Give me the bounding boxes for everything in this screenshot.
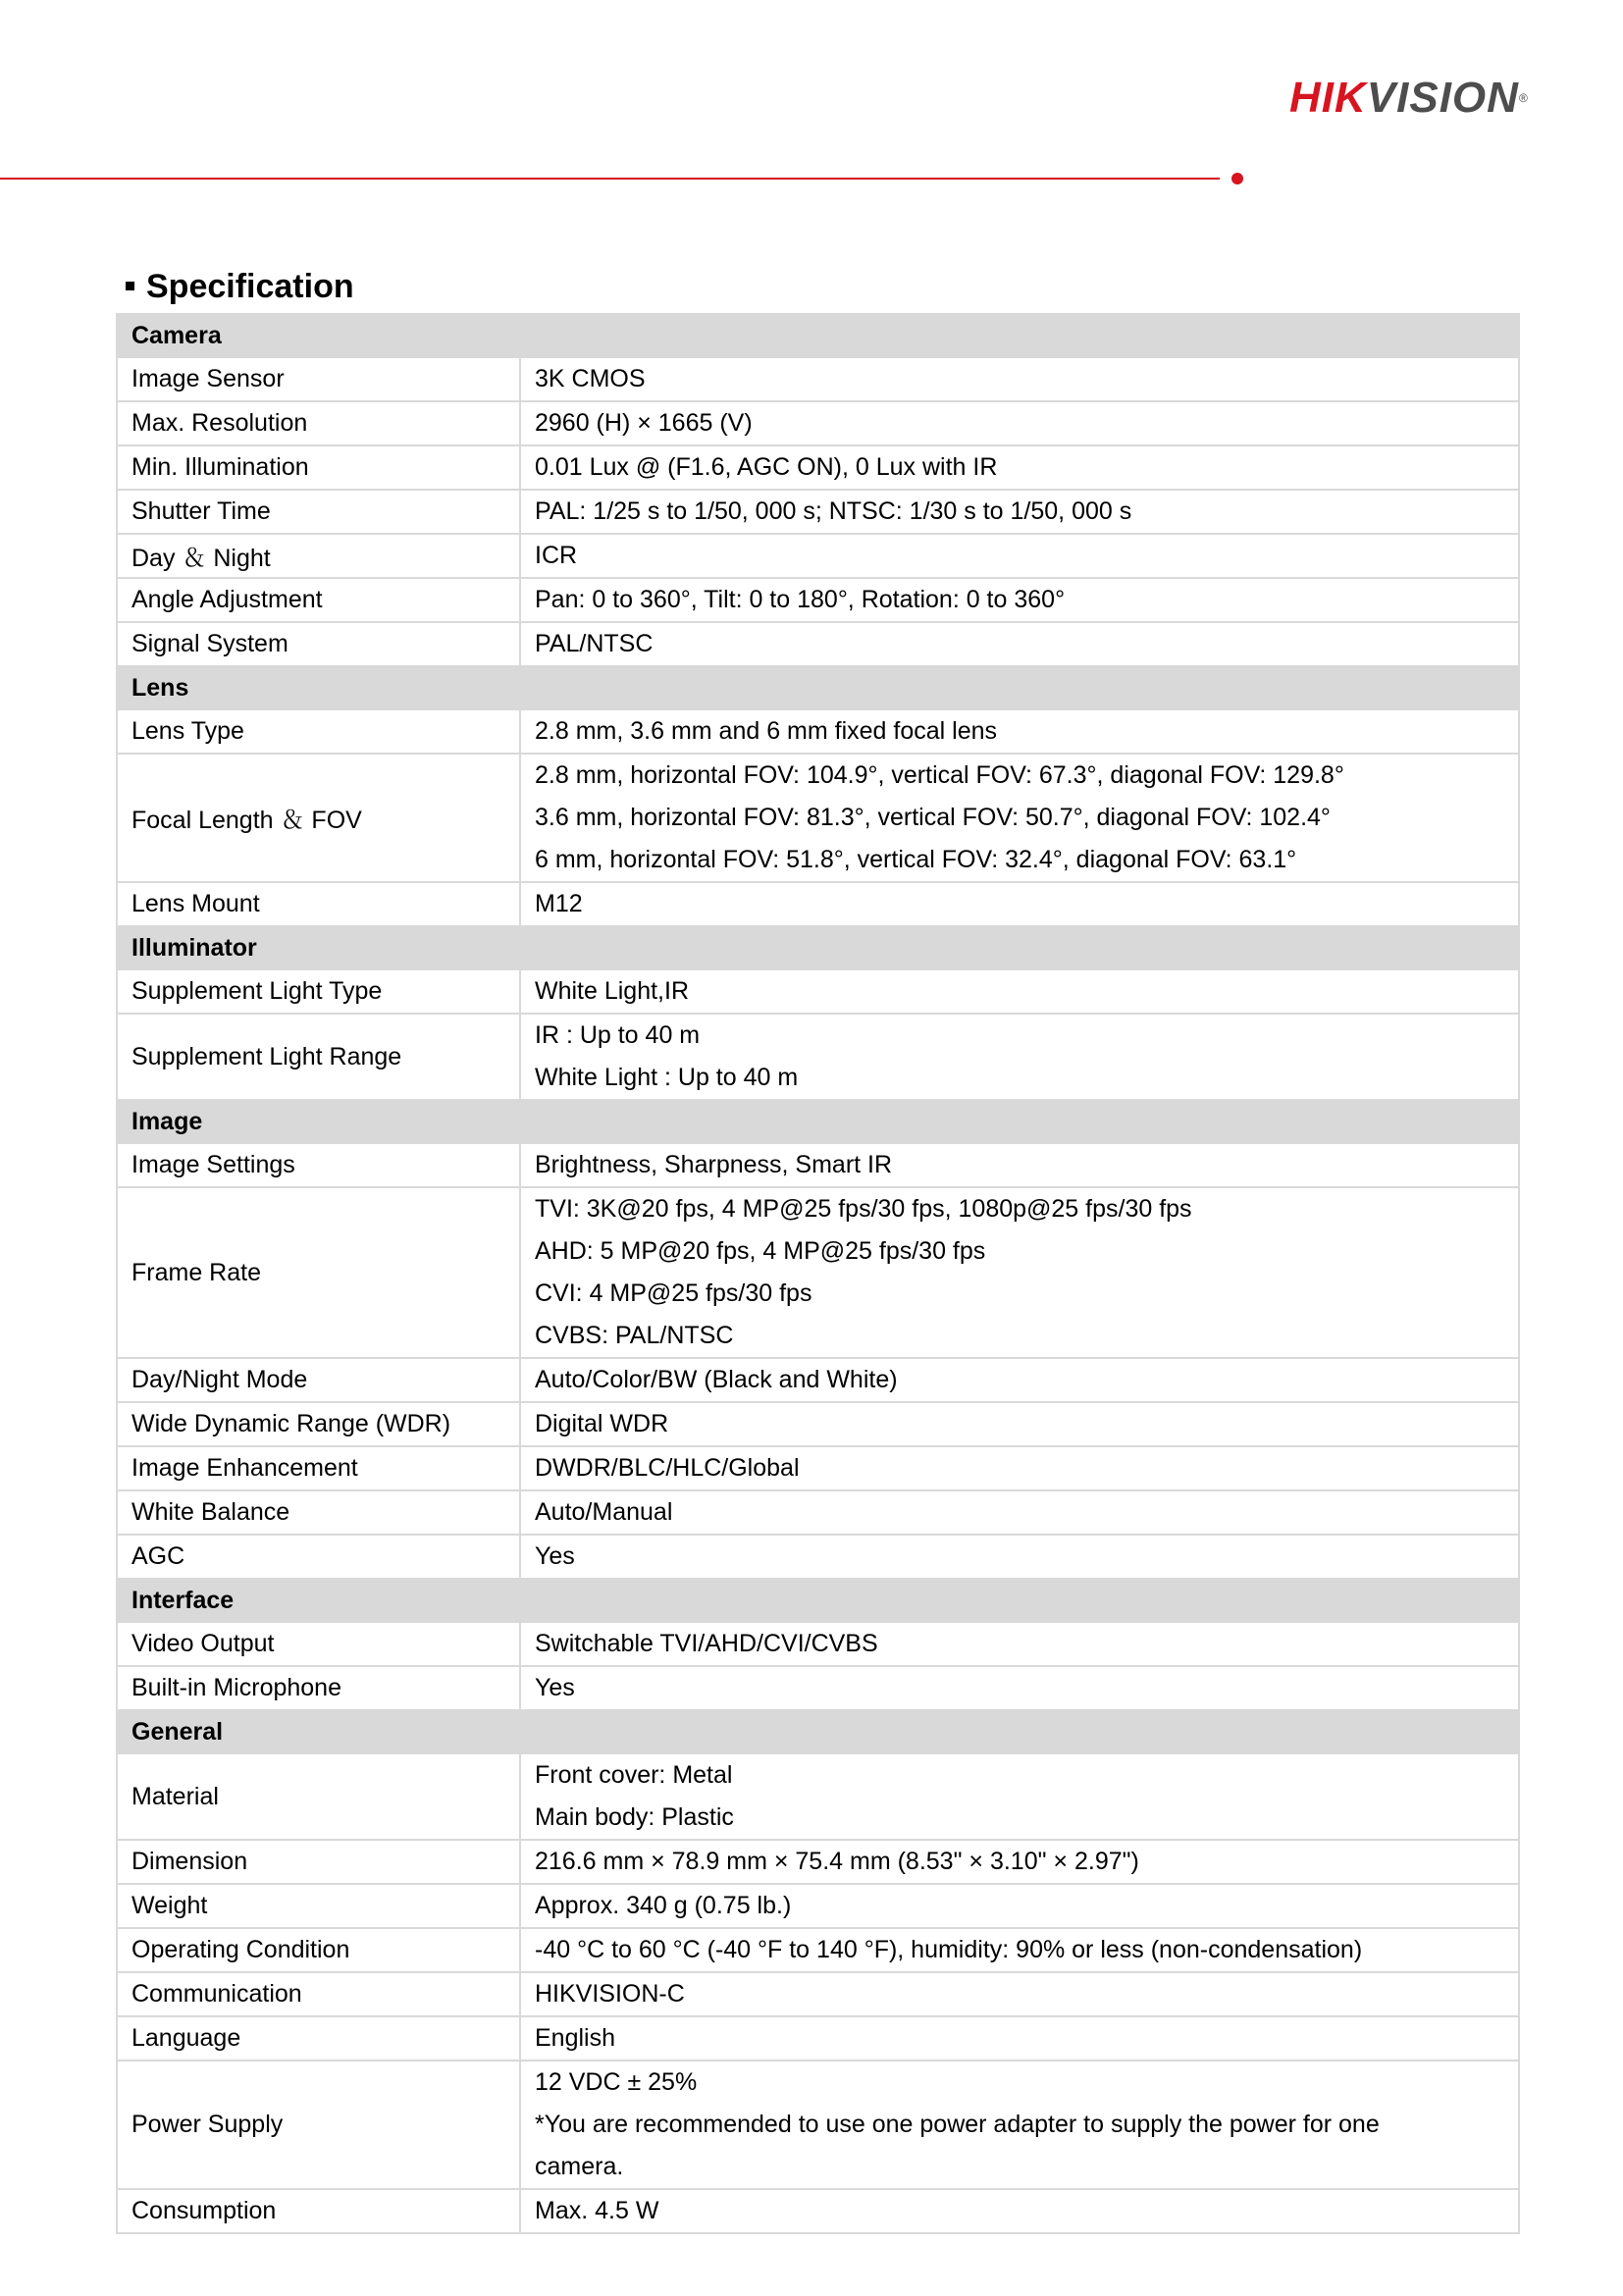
spec-key: Language xyxy=(117,2016,520,2061)
section-title: Lens xyxy=(117,666,1519,709)
spec-value-line: 0.01 Lux @ (F1.6, AGC ON), 0 Lux with IR xyxy=(535,453,998,481)
spec-value-line: Front cover: Metal xyxy=(535,1761,733,1789)
spec-key: Frame Rate xyxy=(117,1187,520,1358)
spec-value-line: 2960 (H) × 1665 (V) xyxy=(535,409,753,437)
spec-key: Image Settings xyxy=(117,1143,520,1187)
spec-value-line: M12 xyxy=(535,890,583,917)
spec-row xyxy=(117,622,1519,666)
section-title: Image xyxy=(117,1100,1519,1143)
spec-value xyxy=(520,1143,1519,1187)
spec-row xyxy=(117,1840,1519,1884)
spec-row xyxy=(117,357,1519,401)
spec-row xyxy=(117,1402,1519,1446)
spec-row xyxy=(117,754,1519,882)
spec-value xyxy=(520,490,1519,534)
spec-row xyxy=(117,709,1519,754)
spec-value xyxy=(520,1972,1519,2016)
spec-value-line: Switchable TVI/AHD/CVI/CVBS xyxy=(535,1630,878,1657)
spec-row xyxy=(117,1143,1519,1187)
page-heading xyxy=(126,267,354,306)
spec-row xyxy=(117,1753,1519,1840)
heading-text: Specification xyxy=(146,268,354,305)
spec-key: Signal System xyxy=(117,622,520,666)
spec-value-line: *You are recommended to use one power adapter to supply the power for one xyxy=(535,2111,1380,2138)
spec-value-line: Digital WDR xyxy=(535,1410,669,1437)
spec-key: Shutter Time xyxy=(117,490,520,534)
spec-value-line: CVBS: PAL/NTSC xyxy=(535,1322,734,1349)
spec-key: Operating Condition xyxy=(117,1928,520,1972)
spec-value-line: Approx. 340 g (0.75 lb.) xyxy=(535,1892,792,1919)
spec-key: Video Output xyxy=(117,1622,520,1666)
spec-row xyxy=(117,1666,1519,1710)
spec-key: Day ＆ Night xyxy=(117,534,520,578)
section-header xyxy=(117,1100,1519,1143)
spec-row xyxy=(117,401,1519,445)
spec-value xyxy=(520,534,1519,578)
spec-value xyxy=(520,578,1519,622)
spec-row xyxy=(117,882,1519,926)
spec-key: Image Enhancement xyxy=(117,1446,520,1490)
spec-value-line: 6 mm, horizontal FOV: 51.8°, vertical FOV: 32.4°, diagonal FOV: 63.1° xyxy=(535,846,1297,873)
spec-value xyxy=(520,882,1519,926)
spec-value xyxy=(520,1014,1519,1100)
hikvision-logo xyxy=(1289,75,1529,122)
spec-value-line: Yes xyxy=(535,1542,575,1570)
spec-value xyxy=(520,1490,1519,1535)
spec-value xyxy=(520,445,1519,490)
spec-value xyxy=(520,2061,1519,2189)
spec-key: Material xyxy=(117,1753,520,1840)
spec-value xyxy=(520,969,1519,1014)
spec-value-line: -40 °C to 60 °C (-40 °F to 140 °F), humidity: 90% or less (non-condensation) xyxy=(535,1936,1363,1963)
section-header xyxy=(117,314,1519,357)
spec-row xyxy=(117,578,1519,622)
spec-key: Built-in Microphone xyxy=(117,1666,520,1710)
spec-value-line: 2.8 mm, horizontal FOV: 104.9°, vertical FOV: 67.3°, diagonal FOV: 129.8° xyxy=(535,761,1344,789)
spec-row xyxy=(117,1014,1519,1100)
spec-value-line: PAL/NTSC xyxy=(535,630,654,657)
spec-row xyxy=(117,1446,1519,1490)
spec-key: Power Supply xyxy=(117,2061,520,2189)
spec-key: Lens Mount xyxy=(117,882,520,926)
spec-value-line: 12 VDC ± 25% xyxy=(535,2068,698,2096)
spec-value-line: 3.6 mm, horizontal FOV: 81.3°, vertical FOV: 50.7°, diagonal FOV: 102.4° xyxy=(535,804,1331,831)
spec-value-line: Auto/Manual xyxy=(535,1498,673,1526)
spec-value xyxy=(520,1840,1519,1884)
spec-key: Image Sensor xyxy=(117,357,520,401)
spec-key: Min. Illumination xyxy=(117,445,520,490)
spec-key: Communication xyxy=(117,1972,520,2016)
spec-row xyxy=(117,1972,1519,2016)
section-header xyxy=(117,666,1519,709)
spec-key: Focal Length ＆ FOV xyxy=(117,754,520,882)
spec-value-line: Max. 4.5 W xyxy=(535,2197,659,2224)
spec-key: Weight xyxy=(117,1884,520,1928)
section-title: General xyxy=(117,1710,1519,1753)
spec-value-line: Auto/Color/BW (Black and White) xyxy=(535,1366,898,1393)
spec-value xyxy=(520,2189,1519,2233)
spec-row xyxy=(117,2189,1519,2233)
spec-value-line: White Light,IR xyxy=(535,977,690,1005)
spec-row xyxy=(117,445,1519,490)
spec-value-line: Main body: Plastic xyxy=(535,1803,734,1831)
spec-row xyxy=(117,1187,1519,1358)
header-rule-dot xyxy=(1231,173,1243,184)
spec-key: Angle Adjustment xyxy=(117,578,520,622)
header-rule xyxy=(0,178,1220,180)
spec-value xyxy=(520,1666,1519,1710)
spec-row xyxy=(117,1535,1519,1579)
spec-value-line: AHD: 5 MP@20 fps, 4 MP@25 fps/30 fps xyxy=(535,1237,986,1265)
spec-row xyxy=(117,1358,1519,1402)
spec-row xyxy=(117,1490,1519,1535)
spec-key: White Balance xyxy=(117,1490,520,1535)
spec-value xyxy=(520,622,1519,666)
spec-value-line: DWDR/BLC/HLC/Global xyxy=(535,1454,800,1482)
spec-key: Supplement Light Range xyxy=(117,1014,520,1100)
spec-value xyxy=(520,1358,1519,1402)
logo-part-vision: VISION xyxy=(1366,74,1519,122)
section-header xyxy=(117,1710,1519,1753)
logo-registered-mark: ® xyxy=(1518,91,1529,105)
section-header xyxy=(117,1579,1519,1622)
spec-value xyxy=(520,1535,1519,1579)
spec-value-line: HIKVISION-C xyxy=(535,1980,685,2008)
spec-key: Max. Resolution xyxy=(117,401,520,445)
spec-value xyxy=(520,1187,1519,1358)
spec-value-line: PAL: 1/25 s to 1/50, 000 s; NTSC: 1/30 s to 1/50, 000 s xyxy=(535,497,1132,525)
spec-value xyxy=(520,754,1519,882)
spec-row xyxy=(117,2016,1519,2061)
spec-row xyxy=(117,969,1519,1014)
spec-key: AGC xyxy=(117,1535,520,1579)
spec-value-line: TVI: 3K@20 fps, 4 MP@25 fps/30 fps, 1080p@25 fps/30 fps xyxy=(535,1195,1192,1223)
spec-value xyxy=(520,1402,1519,1446)
spec-value-line: 216.6 mm × 78.9 mm × 75.4 mm (8.53" × 3.10" × 2.97") xyxy=(535,1848,1139,1875)
spec-row xyxy=(117,1622,1519,1666)
spec-row xyxy=(117,534,1519,578)
spec-value-line: ICR xyxy=(535,542,578,569)
spec-row xyxy=(117,1928,1519,1972)
spec-value-line: Brightness, Sharpness, Smart IR xyxy=(535,1151,893,1178)
spec-value-line: Pan: 0 to 360°, Tilt: 0 to 180°, Rotation: 0 to 360° xyxy=(535,586,1066,613)
spec-value-line: CVI: 4 MP@25 fps/30 fps xyxy=(535,1279,812,1307)
spec-value-line: 2.8 mm, 3.6 mm and 6 mm fixed focal lens xyxy=(535,717,998,745)
spec-row xyxy=(117,490,1519,534)
spec-value-line: camera. xyxy=(535,2153,624,2180)
spec-value xyxy=(520,357,1519,401)
spec-value-line: 3K CMOS xyxy=(535,365,646,392)
spec-value xyxy=(520,709,1519,754)
spec-key: Wide Dynamic Range (WDR) xyxy=(117,1402,520,1446)
spec-key: Day/Night Mode xyxy=(117,1358,520,1402)
heading-bullet-icon xyxy=(126,282,134,290)
spec-value xyxy=(520,1928,1519,1972)
spec-key: Dimension xyxy=(117,1840,520,1884)
specification-table xyxy=(116,313,1520,2234)
section-title: Illuminator xyxy=(117,926,1519,969)
spec-value xyxy=(520,1753,1519,1840)
spec-value xyxy=(520,1622,1519,1666)
spec-value-line: White Light : Up to 40 m xyxy=(535,1064,799,1091)
section-title: Camera xyxy=(117,314,1519,357)
spec-value-line: English xyxy=(535,2024,615,2052)
spec-value-line: Yes xyxy=(535,1674,575,1701)
spec-row xyxy=(117,1884,1519,1928)
spec-key: Consumption xyxy=(117,2189,520,2233)
spec-value xyxy=(520,401,1519,445)
logo-part-hik: HIK xyxy=(1289,74,1367,122)
spec-value xyxy=(520,1446,1519,1490)
spec-key: Lens Type xyxy=(117,709,520,754)
spec-key: Supplement Light Type xyxy=(117,969,520,1014)
section-header xyxy=(117,926,1519,969)
section-title: Interface xyxy=(117,1579,1519,1622)
spec-value xyxy=(520,1884,1519,1928)
spec-row xyxy=(117,2061,1519,2189)
spec-value xyxy=(520,2016,1519,2061)
spec-value-line: IR : Up to 40 m xyxy=(535,1021,701,1049)
